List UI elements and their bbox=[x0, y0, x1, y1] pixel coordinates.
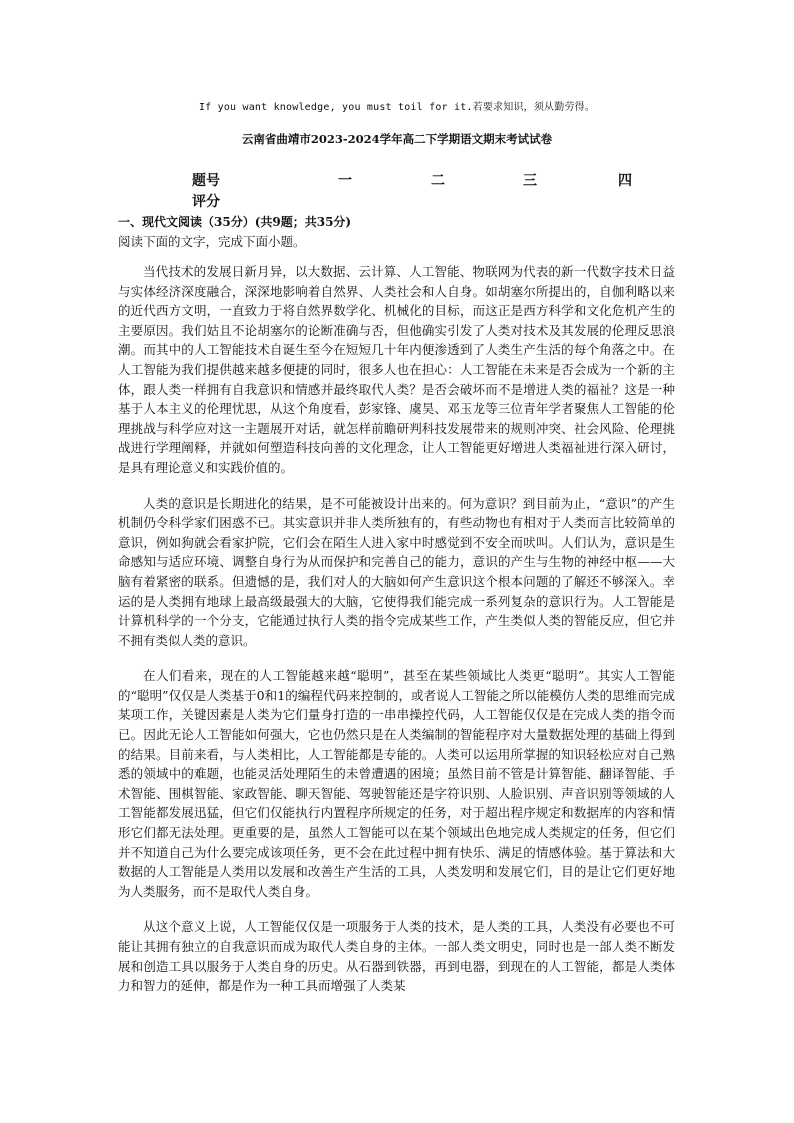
passage-paragraph: 人类的意识是长期进化的结果，是不可能被设计出来的。何为意识？到目前为止，“意识”的产生机制仍令科学家们困惑不已。其实意识并非人类所独有的，有些动物也有相对于人类而言比较简单的意识，例如狗就会看家护院，它们会在陌生人进入家中时感觉到不安全而吠叫。人们认为，意识是生命感知与适应环境、调整自身行为从而保护和完善自己的能力，意识的产生与生物的神经中枢——大脑有着紧密的联系。但遗憾的是，我们对人的大脑如何产生意识这个根本问题的了解还不够深入。幸运的是人类拥有地球上最高级最强大的大脑，它使得我们能完成一系列复杂的意识行为。人工智能是计算机科学的一个分支，它能通过执行人类的指令完成某些工作，产生类似人类的智能反应，但它并不拥有类似人类的意识。 bbox=[118, 495, 675, 648]
exam-title: 云南省曲靖市2023-2024学年高二下学期语文期末考试试卷 bbox=[241, 132, 553, 146]
section-heading: 一、现代文阅读（35分）(共9题；共35分) bbox=[118, 215, 352, 229]
score-header-part-4: 四 bbox=[618, 173, 632, 189]
score-header-label: 题号 bbox=[192, 173, 220, 189]
score-header-row bbox=[192, 170, 642, 191]
score-header-part-3: 三 bbox=[523, 173, 537, 189]
score-table bbox=[192, 170, 642, 212]
reading-passage bbox=[118, 262, 675, 1112]
passage-paragraph: 当代技术的发展日新月异，以大数据、云计算、人工智能、物联网为代表的新一代数字技术日益与实体经济深度融合，深深地影响着自然界、人类社会和人自身。如胡塞尔所提出的，自伽利略以来的近代西方文明，一直致力于将自然界数学化、机械化的目标，而这正是西方科学和文化危机产生的主要原因。我们姑且不论胡塞尔的论断准确与否，但他确实引发了人类对技术及其发展的伦理反思浪潮。而其中的人工智能技术自诞生至今在短短几十年内便渗透到了人类生产生活的每个角落之中。在人工智能为我们提供越来越多便捷的同时，很多人也在担心：人工智能在未来是否会成为一个新的主体，跟人类一样拥有自我意识和情感并最终取代人类？是否会破坏而不是增进人类的福祉？这是一种基于人本主义的伦理忧思，从这个角度看，彭家锋、虞昊、邓玉龙等三位青年学者聚焦人工智能的伦理挑战与科学应对这一主题展开对话，就怎样前瞻研判科技发展带来的规则冲突、社会风险、伦理挑战进行学理阐释，并就如何塑造科技向善的文化理念，让人工智能更好增进人类福祉进行深入研讨，是具有理论意义和实践价值的。 bbox=[118, 264, 675, 475]
passage-paragraph: 在人们看来，现在的人工智能越来越“聪明”，甚至在某些领域比人类更“聪明”。其实人工智能的“聪明”仅仅是人类基于0和1的编程代码来控制的，或者说人工智能之所以能模仿人类的思维而完成某项工作，关键因素是人类为它们量身打造的一串串操控代码，人工智能仅仅是在完成人类的指令而已。因此无论人工智能如何强大，它也仍然只是在人类编制的智能程序对大量数据处理的基础上得到的结果。目前来看，与人类相比，人工智能都是专能的。人类可以运用所掌握的知识轻松应对自己熟悉的领域中的难题，也能灵活处理陌生的未曾遭遇的困境；虽然目前不管是计算智能、翻译智能、手术智能、围棋智能、家政智能、聊天智能、驾驶智能还是字符识别、人脸识别、声音识别等领域的人工智能都发展迅猛，但它们仅能执行内置程序所规定的任务，对于超出程序规定和数据库的内容和情形它们都无法处理。更重要的是，虽然人工智能可以在某个领域出色地完成人类规定的任务，但它们并不知道自己为什么要完成该项任务，更不会在此过程中拥有快乐、满足的情感体验。基于算法和大数据的人工智能是人类用以发展和改善生产生活的工具，人类发明和发展它们，目的是让它们更好地为人类服务，而不是取代人类自身。 bbox=[118, 668, 675, 899]
score-value-row bbox=[192, 191, 642, 212]
score-header-part-2: 二 bbox=[431, 173, 445, 189]
passage-paragraph: 从这个意义上说，人工智能仅仅是一项服务于人类的技术，是人类的工具，人类没有必要也不可能让其拥有独立的自我意识而成为取代人类自身的主体。一部人类文明史，同时也是一部人类不断发展和创造工具以服务于人类自身的历史。从石器到铁器，再到电器，到现在的人工智能，都是人类体力和智力的延伸，都是作为一种工具而增强了人类某 bbox=[118, 919, 675, 994]
page-motto: If you want knowledge, you must toil for it.若要求知识，须从勤劳得。 bbox=[198, 102, 596, 113]
reading-instruction: 阅读下面的文字，完成下面小题。 bbox=[118, 234, 306, 249]
score-row-label: 评分 bbox=[192, 194, 220, 210]
score-header-part-1: 一 bbox=[338, 173, 352, 189]
